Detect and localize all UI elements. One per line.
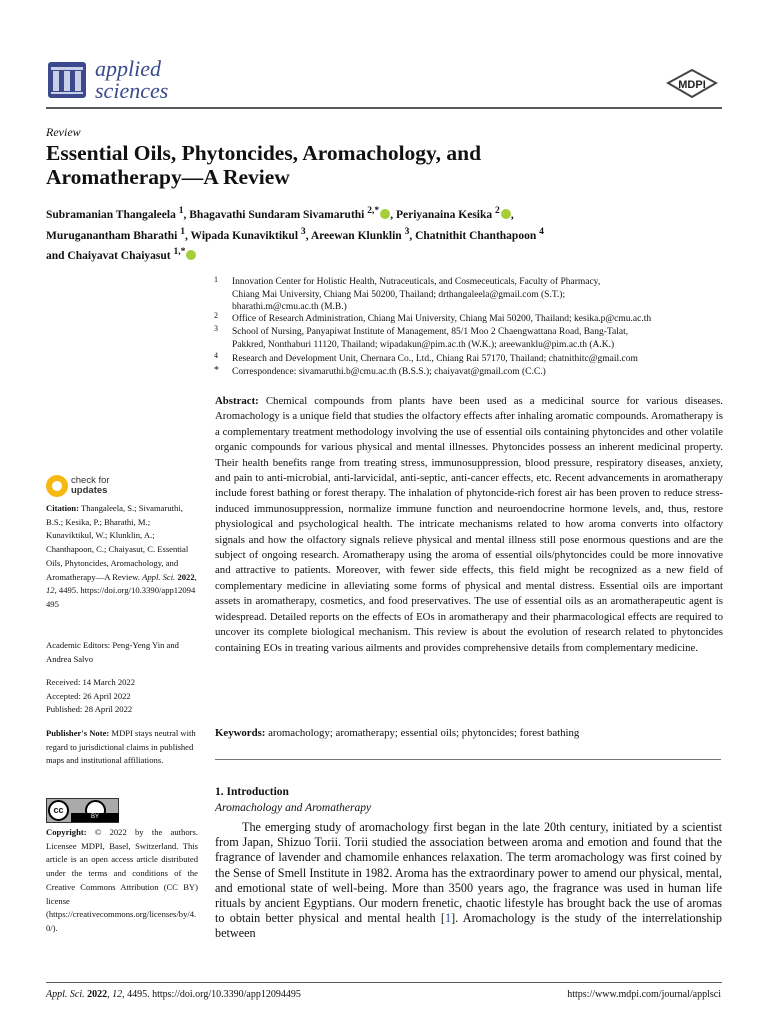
author-name: Chaiyavat Chaiyasut: [67, 250, 171, 263]
citation-text: Thangaleela, S.; Sivamaruthi, B.S.; Kesika, P.; Bharathi, M.; Kunaviktikul, W.; Klunklin, A.; Chanthapoon, C.; Chaiyasut, C. Essential Oils, Phytoncides, Aromachology, and Aromatherapy—A Review.: [46, 503, 189, 582]
check-updates-line1: check for: [71, 475, 110, 486]
affiliation-number: 3: [214, 324, 218, 333]
citation-volume: 12: [46, 585, 55, 596]
accepted-date: Accepted: 26 April 2022: [46, 690, 131, 701]
citation-year: 2022: [177, 571, 195, 582]
author-affiliation-sup: 2,*: [367, 205, 380, 216]
svg-text:MDPI: MDPI: [678, 79, 706, 91]
abstract: [215, 394, 723, 656]
affiliation-item: [232, 353, 732, 366]
author-name: Bhagavathi Sundaram Sivamaruthi: [189, 208, 365, 221]
author-and: and: [46, 250, 65, 263]
affiliation-item: [232, 326, 732, 351]
cc-icon: cc: [48, 800, 69, 821]
affiliation-item: [232, 276, 732, 314]
orcid-icon[interactable]: [380, 209, 390, 219]
author-affiliation-sup: 3: [300, 225, 306, 237]
affiliation-number: 2: [214, 311, 218, 320]
author-affiliation-sup: 3: [404, 225, 410, 237]
academic-editors: Academic Editors: Peng-Yeng Yin and Andrea Salvo: [46, 640, 179, 664]
journal-name-line2: sciences: [95, 78, 169, 103]
citation-link[interactable]: 1: [444, 911, 452, 926]
affiliation-line: Innovation Center for Holistic Health, Nutraceuticals, and Cosmeceuticals, Faculty of Pharmacy,: [232, 277, 601, 287]
publisher-note: [46, 727, 198, 768]
section-divider: [215, 759, 721, 760]
by-label: BY: [71, 813, 119, 822]
check-updates-icon: [46, 475, 68, 497]
author-list: Subramanian Thangaleela $^1$, Bhagavathi Sundaram Sivamaruthi $^{2,*}$ , Periyanaina Kesika $^2$ , Muruganantham Bharathi $^1$, Wipada Kunaviktikul $^3$, Areewan Klunklin $^3$, Chatnithit Chanthapoon $^4$ and Chaiyavat Chaiyasut $^{1,*}$: [46, 205, 544, 263]
author-name: Muruganantham Bharathi: [46, 229, 178, 242]
affiliation-item: [232, 313, 732, 326]
citation-journal: Appl. Sci.: [142, 571, 176, 582]
mdpi-logo-icon: [666, 69, 718, 99]
publisher-note-text: MDPI stays neutral with regard to jurisdictional claims in published maps and institutional affiliations.: [46, 728, 196, 766]
paragraph-text: ]. Aromachology is the study of the interrelationship between: [215, 911, 722, 941]
affiliation-line: Correspondence: sivamaruthi.b@cmu.ac.th (B.S.S.); chaiyavat@gmail.com (C.C.): [232, 367, 546, 377]
affiliation-number: 1: [214, 275, 218, 284]
published-date: Published: 28 April 2022: [46, 704, 133, 715]
copyright-text: © 2022 by the authors. Licensee MDPI, Basel, Switzerland. This article is an open access article distributed under the terms and conditions of the Creative Commons Attribution (CC BY) license (https://creativecommons.org/licenses/by/4.0/).: [46, 827, 198, 933]
check-updates-line2: updates: [71, 485, 108, 496]
paragraph-text: The emerging study of aromachology first began in the late 20th century, initiated by a scientist from Japan, Shizuo Torii. Torii studied the association between aroma and emotion and found that the fragrance of lavender and chamomile enhances relaxation. The term aromachology was first coined by the Sense of Smell Institute in 1982. Aroma has the extraordinary power to amend our physical, mental, and emotional state of well-being. More than 3500 years ago, the fragrance was used in human life rituals by ancient Egyptians. Our modern frenetic, chaotic lifestyle has brought back the use of aromas to obtain better physical and mental health [: [215, 820, 722, 926]
footer-citation: Appl. Sci. 2022, 12, 4495. https://doi.org/10.3390/app12094495: [46, 989, 301, 1000]
copyright-block: [46, 826, 198, 936]
author-name: Periyanaina Kesika: [395, 208, 493, 221]
orcid-icon[interactable]: [186, 250, 196, 260]
citation-doi[interactable]: , 4495. https://doi.org/10.3390/app12094495: [46, 585, 196, 609]
copyright-label: Copyright:: [46, 827, 87, 837]
author-name: Areewan Klunklin: [310, 229, 402, 242]
article-title: [46, 141, 666, 189]
affiliation-line: Chiang Mai University, Chiang Mai 50200, Thailand; drthangaleela@gmail.com (S.T.);: [232, 289, 566, 300]
author-affiliation-sup: 1: [178, 205, 184, 216]
publisher-note-label: Publisher's Note:: [46, 728, 110, 738]
journal-logo-icon: [48, 62, 86, 98]
footer-divider: [46, 982, 722, 983]
affiliation-item: [232, 366, 732, 379]
author-affiliation-sup: 1,*: [173, 246, 186, 258]
article-type: Review: [46, 125, 81, 139]
orcid-icon[interactable]: [501, 209, 511, 219]
cc-by-license-icon[interactable]: [46, 798, 119, 823]
title-line2: Aromatherapy—A Review: [46, 165, 290, 189]
check-for-updates-button[interactable]: [46, 475, 126, 501]
author-affiliation-sup: 1: [180, 225, 185, 237]
abstract-text: Chemical compounds from plants have been used as a medicinal source for various diseases. Aromachology is a unique field that studies the olfactory effects after inhaling aromatic compounds. Aromatherapy is a complementary treatment methodology involving the use of essential oils containing phytoncides and other volatile organic compounds for various physical and mental illnesses. Phytoncides possess an inherent medicinal property. Their health benefits range from treating stress, immunosuppression, blood pressure, respiratory diseases, anxiety, and pain to anti-microbial, anti-larvicidal, anti-septic, anti-cancer effects, etc. Recent advancements in aromatherapy include forest bathing or forest therapy. The inhalation of phytoncide-rich forest air has been proven to reduce stress-induced immunosuppression, normalize immune function and neuroendocrine hormone levels, and, thus, restore physiological and psychological health. The intricate mechanisms related to how aroma converts into olfactory signals and how the olfactory signals relieve physical and mental illness still pose enormous questions and are the subject of ongoing research. Aromatherapy using the aroma of essential oils/phytoncides could be more innovative and attractive to patients. Moreover, with fewer side effects, this field might be recognized as a new field of complementary medicine in alleviating some forms of physical and mental distress. Essential oils are important assets in aromatherapy, cosmetics, and food preservatives. The use of essential oils as an aromatherapeutic agent is widespread. Detailed reports on the effects of EOs in aromatherapy and their pharmacological effects are required to uncover its complete biological mechanism. This review is about the evolution of research related to phytoncides containing EOs in treating various ailments and provides comprehensive details from complementary medicine.: [215, 395, 723, 654]
footer-doi[interactable]: , 4495. https://doi.org/10.3390/app12094495: [122, 989, 301, 1000]
affiliation-number: *: [214, 365, 219, 376]
affiliation-line: bharathi.m@cmu.ac.th (M.B.): [232, 302, 347, 312]
affiliation-line: School of Nursing, Panyapiwat Institute of Management, 85/1 Moo 2 Chaengwattana Road, Bang-Talat,: [232, 327, 629, 337]
footer-volume: 12: [112, 989, 123, 1000]
author-name: Chatnithit Chanthapoon: [415, 229, 537, 242]
affiliation-line: Research and Development Unit, Chernara Co., Ltd., Chiang Rai 57170, Thailand; chatnithitc@gmail.com: [232, 354, 638, 364]
section-heading: 1. Introduction: [215, 786, 289, 798]
author-affiliation-sup: 2: [495, 205, 500, 216]
footer-journal-url[interactable]: https://www.mdpi.com/journal/applsci: [567, 989, 721, 1000]
footer-year: 2022: [87, 989, 108, 1000]
citation-block: Citation: Thangaleela, S.; Sivamaruthi, B.S.; Kesika, P.; Bharathi, M.; Kunaviktikul, W.; Klunklin, A.; Chanthapoon, C.; Chaiyasut, C. Essential Oils, Phytoncides, Aromachology, and Aromatherapy—A Review. Appl. Sci. 2022, 12, 4495. https://doi.org/10.3390/app12094495: [46, 503, 197, 609]
keywords-text: aromachology; aromatherapy; essential oils; phytoncides; forest bathing: [268, 727, 580, 739]
keywords-label: Keywords:: [215, 727, 266, 739]
affiliation-line: Pakkred, Nonthaburi 11120, Thailand; wipadakun@pim.ac.th (W.K.); areewanklu@pim.ac.th (A.K.): [232, 339, 615, 350]
author-name: Wipada Kunaviktikul: [190, 229, 299, 242]
author-affiliation-sup: 4: [539, 225, 544, 237]
author-name: Subramanian Thangaleela: [46, 208, 176, 221]
section-subheading: Aromachology and Aromatherapy: [215, 802, 372, 814]
check-updates-label: [71, 476, 110, 496]
journal-name-line1: applied: [95, 56, 161, 81]
publication-dates: [46, 676, 198, 717]
abstract-label: Abstract:: [215, 395, 259, 407]
citation-label: Citation:: [46, 503, 79, 513]
affiliation-number: 4: [214, 351, 218, 360]
affiliation-line: Office of Research Administration, Chiang Mai University, Chiang Mai 50200, Thailand; kesika.p@cmu.ac.th: [232, 314, 652, 324]
introduction-paragraph: [215, 820, 722, 942]
keywords: [215, 726, 723, 741]
footer-journal: Appl. Sci.: [46, 989, 85, 1000]
header-divider: [46, 107, 722, 109]
title-line1: Essential Oils, Phytoncides, Aromachology, and: [46, 141, 482, 165]
received-date: Received: 14 March 2022: [46, 677, 136, 687]
journal-name: [95, 58, 168, 102]
